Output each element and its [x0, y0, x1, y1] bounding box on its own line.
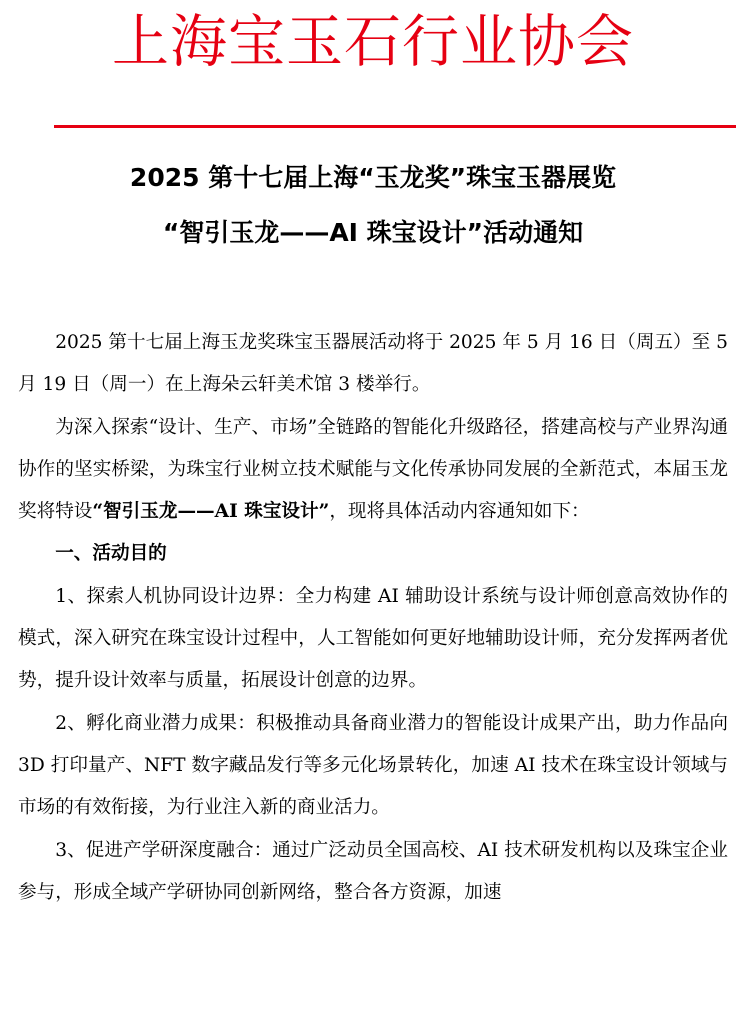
- list-item: 2、孵化商业潜力成果：积极推动具备商业潜力的智能设计成果产出，助力作品向 3D 打印量产、NFT 数字藏品发行等多元化场景转化，加速 AI 技术在珠宝设计领域与市场的有效衔接，为行业注入新的商业活力。: [18, 712, 728, 819]
- header-divider: [54, 125, 736, 128]
- list-item: 1、探索人机协同设计边界：全力构建 AI 辅助设计系统与设计师创意高效协作的模式，深入研究在珠宝设计过程中，人工智能如何更好地辅助设计师，充分发挥两者优势，提升设计效率与质量，拓展设计创意的边界。: [18, 585, 728, 692]
- list-item: 3、促进产学研深度融合：通过广泛动员全国高校、AI 技术研发机构以及珠宝企业参与，形成全域产学研协同创新网络，整合各方资源，加速: [18, 839, 728, 903]
- notice-title-line-2: “智引玉龙——AI 珠宝设计”活动通知: [162, 218, 584, 247]
- section-heading-purpose: 一、活动目的: [55, 543, 167, 565]
- intro-text-tail: ，现将具体活动内容通知如下：: [329, 501, 590, 523]
- org-masthead: 上海宝玉石行业协会: [112, 9, 634, 75]
- activity-name-highlight: “智引玉龙——AI 珠宝设计”: [92, 501, 330, 523]
- intro-text: 为深入探索“设计、生产、市场”全链路的智能化升级路径，搭建高校与产业界沟通协作的坚实桥梁，为珠宝行业树立技术赋能与文化传承协同发展的全新范式，本届玉龙奖将特设: [18, 416, 728, 523]
- notice-title-line-1: 2025 第十七届上海“玉龙奖”珠宝玉器展览: [129, 163, 617, 192]
- paragraph-purpose-intro: [18, 407, 728, 534]
- paragraph-event-info: 2025 第十七届上海玉龙奖珠宝玉器展活动将于 2025 年 5 月 16 日（周五）至 5 月 19 日（周一）在上海朵云轩美术馆 3 楼举行。: [18, 332, 728, 396]
- notice-body: [18, 322, 728, 914]
